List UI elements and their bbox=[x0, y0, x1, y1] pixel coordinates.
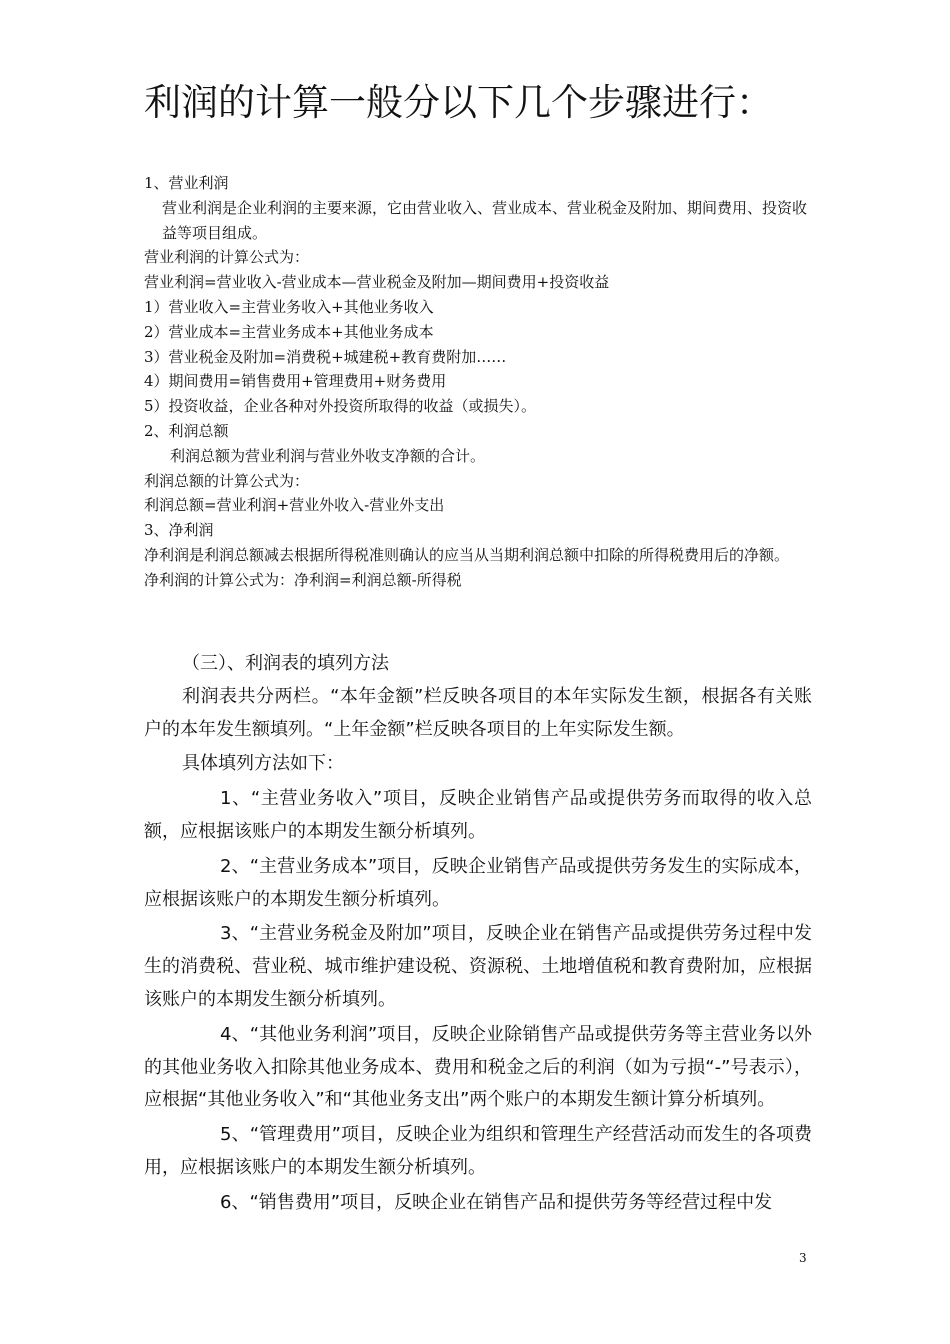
paragraph-method-intro: 具体填列方法如下： bbox=[182, 753, 344, 775]
paragraph-item-2: 2、“主营业务成本”项目，反映企业销售产品或提供劳务发生的实际成本，应根据该账户的本期发生额分析填列。 bbox=[144, 855, 812, 910]
page-title: 利润的计算一般分以下几个步骤进行： bbox=[144, 81, 773, 124]
heading-total-profit: 2、利润总额 bbox=[144, 421, 229, 440]
total-profit-formula-label: 利润总额的计算公式为： bbox=[144, 471, 310, 490]
section-heading: （三）、利润表的填列方法 bbox=[182, 653, 389, 674]
paragraph-item-6: 6、“销售费用”项目，反映企业在销售产品和提供劳务等经营过程中发 bbox=[220, 1191, 773, 1213]
operating-profit-formula: 营业利润=营业收入-营业成本—营业税金及附加—期间费用+投资收益 bbox=[144, 273, 610, 292]
formula-item-cost: 2）营业成本=主营业务成本+其他业务成本 bbox=[144, 322, 434, 341]
page-number: 3 bbox=[799, 1251, 807, 1265]
paragraph-item-3: 3、“主营业务税金及附加”项目，反映企业在销售产品或提供劳务过程中发生的消费税、营业税、城市维护建设税、资源税、土地增值税和教育费附加，应根据该账户的本期发生额分析填列。 bbox=[144, 923, 812, 1010]
total-profit-description: 利润总额为营业利润与营业外收支净额的合计。 bbox=[170, 446, 486, 465]
paragraph-overview: 利润表共分两栏。“本年金额”栏反映各项目的本年实际发生额，根据各有关账户的本年发生额填列。“上年金额”栏反映各项目的上年实际发生额。 bbox=[144, 685, 812, 740]
formula-item-investment-income: 5）投资收益，企业各种对外投资所取得的收益（或损失）。 bbox=[144, 397, 537, 416]
operating-profit-formula-label: 营业利润的计算公式为： bbox=[144, 248, 310, 267]
profit-calculation-section bbox=[144, 171, 812, 593]
net-profit-description: 净利润是利润总额减去根据所得税准则确认的应当从当期利润总额中扣除的所得税费用后的净额。 bbox=[144, 545, 790, 564]
net-profit-formula: 净利润的计算公式为：净利润=利润总额-所得税 bbox=[144, 570, 462, 589]
paragraph-item-5: 5、“管理费用”项目，反映企业为组织和管理生产经营活动而发生的各项费用，应根据该账户的本期发生额分析填列。 bbox=[144, 1124, 812, 1178]
heading-net-profit: 3、净利润 bbox=[144, 521, 214, 540]
total-profit-formula: 利润总额=营业利润+营业外收入-营业外支出 bbox=[144, 496, 445, 515]
paragraph-item-4: 4、“其他业务利润”项目，反映企业除销售产品或提供劳务等主营业务以外的其他业务收入扣除其他业务成本、费用和税金之后的利润（如为亏损“-”号表示），应根据“其他业务收入”和“其他业务支出”两个账户的本期发生额计算分析填列。 bbox=[144, 1023, 812, 1111]
heading-operating-profit: 1、营业利润 bbox=[144, 174, 229, 192]
formula-item-revenue: 1）营业收入=主营业务收入+其他业务收入 bbox=[144, 297, 434, 316]
formula-item-period-expenses: 4）期间费用=销售费用+管理费用+财务费用 bbox=[144, 372, 447, 391]
formula-item-taxes: 3）营业税金及附加=消费税+城建税+教育费附加…… bbox=[144, 347, 507, 366]
operating-profit-description: 营业利润是企业利润的主要来源，它由营业收入、营业成本、营业税金及附加、期间费用、投资收益等项目组成。 bbox=[162, 198, 808, 242]
paragraph-item-1: 1、“主营业务收入”项目，反映企业销售产品或提供劳务而取得的收入总额，应根据该账户的本期发生额分析填列。 bbox=[144, 788, 812, 842]
income-statement-method-section bbox=[144, 648, 812, 1220]
